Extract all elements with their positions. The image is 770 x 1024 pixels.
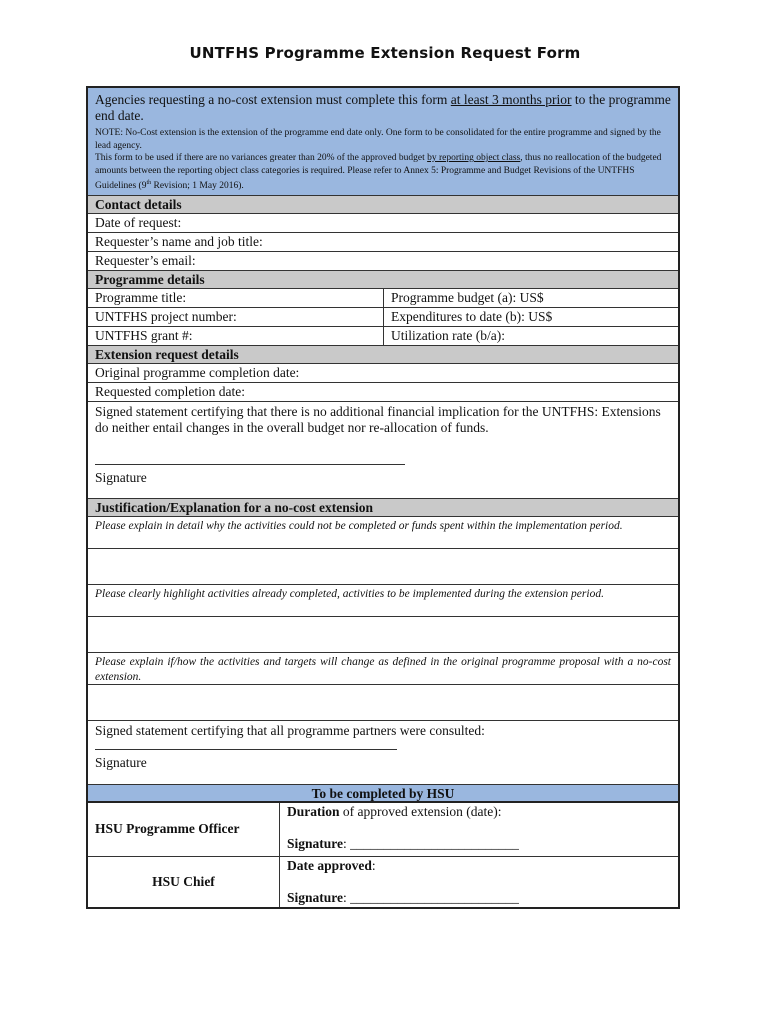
partners-statement-box[interactable] bbox=[88, 721, 678, 785]
programme-budget-field[interactable]: Programme budget (a): US$ bbox=[391, 289, 544, 305]
expenditures-field[interactable]: Expenditures to date (b): US$ bbox=[391, 308, 553, 324]
intro-box bbox=[88, 88, 678, 196]
grant-number-field[interactable]: UNTFHS grant #: bbox=[88, 327, 384, 345]
justification-question-2: Please clearly highlight activities already completed, activities to be implemented during the extension period. bbox=[88, 585, 678, 617]
hsu-chief-label: HSU Chief bbox=[88, 857, 280, 907]
date-approved-field[interactable]: Date approved: bbox=[287, 857, 376, 873]
financial-statement-box[interactable] bbox=[88, 402, 678, 499]
officer-signature-field[interactable]: Signature: _________________________ bbox=[287, 835, 519, 851]
justification-question-1: Please explain in detail why the activities could not be completed or funds spent within the implementation period. bbox=[88, 517, 678, 549]
date-of-request-field[interactable]: Date of request: bbox=[88, 214, 678, 233]
signature-label: Signature bbox=[95, 469, 147, 485]
chief-signature-field[interactable]: Signature: _________________________ bbox=[287, 889, 519, 905]
programme-details-heading: Programme details bbox=[88, 271, 678, 289]
programme-title-field[interactable]: Programme title: bbox=[88, 289, 384, 307]
signature-label: Signature bbox=[95, 754, 147, 770]
extension-request-form bbox=[86, 86, 680, 909]
signature-line bbox=[95, 464, 405, 465]
extension-details-heading: Extension request details bbox=[88, 346, 678, 364]
utilization-rate-field[interactable]: Utilization rate (b/a): bbox=[391, 327, 505, 343]
justification-answer-1[interactable] bbox=[88, 549, 678, 585]
programme-row-3 bbox=[88, 327, 678, 346]
justification-heading: Justification/Explanation for a no-cost extension bbox=[88, 499, 678, 517]
partners-statement-text: Signed statement certifying that all programme partners were consulted: bbox=[95, 722, 485, 738]
intro-note-2: This form to be used if there are no variances greater than 20% of the approved budget by reporting object class, thus no reallocation of the budgeted amounts between the reporting object class categories is required. Please refer to Annex 5: Programme and Budget Revisions of the UNTFHS Guidelines (9th Revision; 1 May 2016). bbox=[95, 153, 662, 192]
justification-answer-2[interactable] bbox=[88, 617, 678, 653]
financial-statement-text: Signed statement certifying that there is no additional financial implication for the UNTFHS: Extensions do neither entail changes in the overall budget nor re-allocation of funds. bbox=[95, 403, 661, 435]
original-completion-date-field[interactable]: Original programme completion date: bbox=[88, 364, 678, 383]
requester-email-field[interactable]: Requester’s email: bbox=[88, 252, 678, 271]
page-title: UNTFHS Programme Extension Request Form bbox=[189, 44, 581, 62]
hsu-officer-row bbox=[88, 803, 678, 857]
signature-line bbox=[95, 749, 397, 750]
intro-note-1: NOTE: No-Cost extension is the extension of the programme end date only. One form to be consolidated for the entire programme and signed by the lead agency. bbox=[95, 128, 661, 151]
hsu-officer-label: HSU Programme Officer bbox=[88, 803, 280, 856]
requested-completion-date-field[interactable]: Requested completion date: bbox=[88, 383, 678, 402]
duration-field[interactable]: Duration of approved extension (date): bbox=[287, 803, 502, 819]
justification-question-3: Please explain if/how the activities and targets will change as defined in the original programme proposal with a no-cost extension. bbox=[88, 653, 678, 685]
hsu-heading: To be completed by HSU bbox=[88, 785, 678, 803]
contact-details-heading: Contact details bbox=[88, 196, 678, 214]
intro-text: Agencies requesting a no-cost extension must complete this form at least 3 months prior to the programme end date. bbox=[95, 92, 671, 123]
justification-answer-3[interactable] bbox=[88, 685, 678, 721]
requester-name-field[interactable]: Requester’s name and job title: bbox=[88, 233, 678, 252]
project-number-field[interactable]: UNTFHS project number: bbox=[88, 308, 384, 326]
programme-row-1 bbox=[88, 289, 678, 308]
hsu-chief-row bbox=[88, 857, 678, 907]
programme-row-2 bbox=[88, 308, 678, 327]
